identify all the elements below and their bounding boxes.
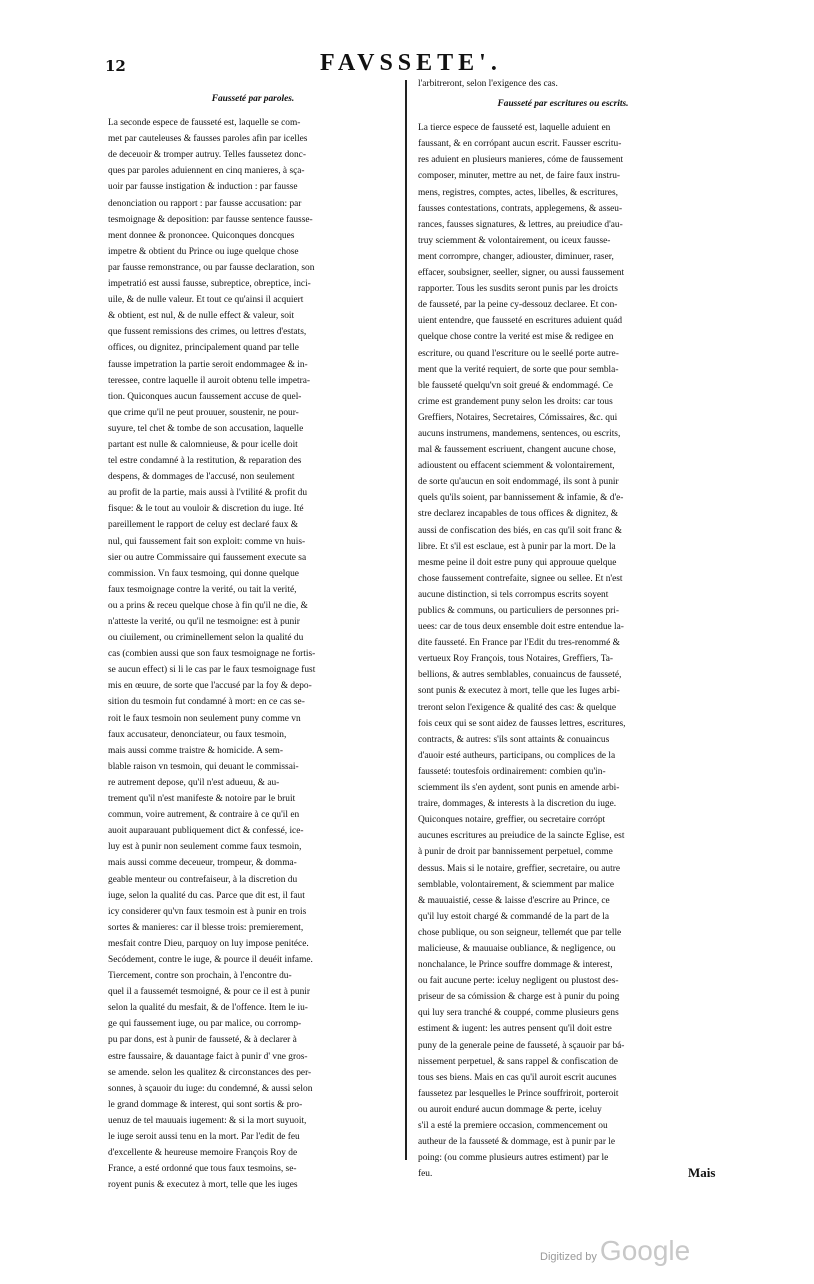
text-line: mais aussi comme deceueur, trompeur, & domma-: [108, 858, 297, 869]
text-line: s'il a esté la premiere occasion, commencement ou: [418, 1121, 608, 1131]
text-line: que crime qu'il ne peut prouuer, soustenir, ne pour-: [108, 407, 299, 418]
text-line: fisque: & le tout au vouloir & discretion du iuge. Ité: [108, 504, 304, 515]
text-line: se aucun effect) si li le cas par le faux tesmoignage fust: [108, 665, 316, 676]
text-line: impetratió est aussi fausse, subreptice, obreptice, inci-: [108, 279, 311, 290]
text-line: impetre & obtient du Prince ou iuge quelque chose: [108, 246, 299, 257]
text-line: se amende. selon les qualitez & circonstances des per-: [108, 1067, 312, 1078]
text-line: luy est à punir non seulement comme faux tesmoin,: [108, 842, 302, 853]
text-line: sition du tesmoin fut condamné à mort: en ce cas se-: [108, 697, 305, 708]
text-line: n'atteste la verité, ou qu'il ne tesmoigne: est à punir: [108, 617, 300, 627]
text-line: feu.: [418, 1169, 433, 1180]
text-line: met par cauteleuses & fausses paroles afin par icelles: [108, 134, 308, 145]
text-line: puny de la generale peine de fausseté, à sçauoir par bá-: [418, 1040, 625, 1051]
left-section-heading: Fausseté par paroles.: [211, 94, 295, 104]
text-line: & mauuaistié, cesse & laisse d'escrire au Prince, ce: [418, 895, 610, 906]
text-line: que fussent remissions des crimes, ou lettres d'estats,: [108, 327, 307, 338]
text-line: treront selon l'exigence & qualité des cas: & quelque: [418, 702, 616, 713]
text-line: sont punis & executez à mort, telle que les Iuges arbi-: [418, 686, 620, 697]
text-line: tous ses biens. Mais en cas qu'il auroit escrit aucunes: [418, 1072, 617, 1083]
text-line: sier ou autre Commissaire qui faussement execute sa: [108, 552, 307, 563]
text-line: faussetez par lesquelles le Prince souffriroit, porteroit: [418, 1088, 619, 1099]
text-line: fois ceux qui se sont aidez de fausses lettres, escritures,: [418, 718, 626, 729]
text-line: au profit de la partie, mais aussi à l'vtilité & profit du: [108, 488, 308, 499]
text-line: Tiercement, contre son prochain, à l'encontre du-: [108, 971, 292, 982]
text-line: tel estre condamné à la restitution, & reparation des: [108, 456, 302, 467]
text-line: sciemment ils s'en aydent, sont punis en amende arbi-: [418, 783, 620, 794]
text-line: royent punis & executez à mort, telle que les iuges: [108, 1180, 298, 1191]
text-line: dite fausseté. En France par l'Edit du tres-renommé &: [418, 638, 620, 649]
catchword: Mais: [688, 1165, 716, 1180]
text-line: tion. Quiconques aucun faussement accuse de quel-: [108, 391, 302, 402]
text-line: faux accusateur, denonciateur, ou faux tesmoin,: [108, 729, 287, 740]
page-number: 12: [105, 57, 126, 75]
text-line: Greffiers, Notaires, Secretaires, Cómissaires, &c. qui: [418, 412, 618, 423]
text-line: mis en œuure, de sorte que l'accusé par la foy & depo-: [108, 681, 312, 692]
text-line: rapporter. Tous les susdits seront punis par les droicts: [418, 284, 618, 295]
text-line: mal & faussement escriuent, changent aucune chose,: [418, 445, 616, 456]
text-line: ment donnee & prononcee. Quiconques doncques: [108, 230, 295, 241]
text-line: d'excellente & heureuse memoire François Roy de: [108, 1148, 298, 1159]
text-line: Quiconques notaire, greffier, ou secretaire corrópt: [418, 815, 606, 826]
text-line: vertueux Roy François, tous Notaires, Greffiers, Ta-: [418, 654, 614, 665]
text-line: re autrement depose, qu'il n'est adueuu, & au-: [108, 777, 280, 788]
text-line: fausseté: toutesfois ordinairement: combien qu'in-: [418, 766, 606, 777]
text-line: chose publique, ou son seigneur, tellemét que par telle: [418, 927, 622, 938]
text-line: teressee, contre laquelle il auroit obtenu telle impetra-: [108, 375, 310, 386]
text-line: Secódement, contre le iuge, & pource il deuéit infame.: [108, 954, 313, 965]
text-line: trement qu'il n'est manifeste & notoire par le bruit: [108, 794, 296, 805]
text-line: sortes & manieres: car il blesse trois: premierement,: [108, 922, 304, 933]
text-line: ou ciuilement, ou criminellement selon la qualité du: [108, 633, 304, 644]
left-body: [108, 115, 398, 1193]
text-line: ge qui faussement iuge, ou par malice, ou corromp-: [108, 1019, 302, 1030]
text-line: quelque chose contre la verité est mise & redigee en: [418, 332, 614, 343]
text-line: France, a esté ordonné que tous faux tesmoins, se-: [108, 1164, 297, 1175]
text-line: aucunes escritures au preiudice de la saincte Eglise, est: [418, 831, 625, 842]
text-line: truy sciemment & volontairement, ou iceux fausse-: [418, 235, 611, 246]
digitized-label: Digitized by: [540, 1251, 597, 1263]
text-line: sonnes, à sçauoir du iuge: du condemné, & aussi selon: [108, 1083, 313, 1094]
text-line: traire, dommages, & interests à la discretion du iuge.: [418, 799, 617, 810]
text-line: suyure, tel chet & tombe de son accusation, laquelle: [108, 423, 304, 434]
text-line: uenuz de tel mauuais iugement: & si la mort suyuoit,: [108, 1115, 307, 1126]
text-line: selon la qualité du mesfait, & de l'offence. Item le iu-: [108, 1003, 308, 1014]
text-line: geable menteur ou contrefaiseur, à la discretion du: [108, 874, 298, 885]
text-line: chose faussement contrefaite, signee ou sellee. Et n'est: [418, 573, 623, 584]
text-line: mesme peine il doit estre puny qui approuue quelque: [418, 557, 617, 568]
text-line: de fausseté, par la peine cy-dessouz declaree. Et con-: [418, 300, 618, 311]
text-line: ou a prins & receu quelque chose à fin qu'il ne die, &: [108, 600, 308, 611]
text-line: de deceuoir & tromper autruy. Telles faussetez donc-: [108, 150, 306, 161]
text-line: offices, ou dignitez, principalement quand par telle: [108, 343, 299, 354]
text-line: priseur de sa cómission & charge est à punir du poing: [418, 992, 620, 1003]
text-line: blable raison vn tesmoin, qui deuant le commissai-: [108, 761, 299, 772]
text-line: La tierce espece de fausseté est, laquelle aduient en: [418, 123, 611, 134]
right-column: [418, 76, 708, 1182]
text-line: faux tesmoignage contre la verité, ou tait la verité,: [108, 584, 297, 595]
text-line: ou fait aucune perte: iceluy negligent ou plustost des-: [418, 976, 619, 987]
text-line: contracts, & autres: s'ils sont attaints & conuaincus: [418, 734, 610, 745]
text-line: roit le faux tesmoin non seulement puny comme vn: [108, 713, 301, 724]
text-line: nul, qui faussement fait son exploit: comme vn huis-: [108, 536, 306, 547]
text-line: autheur de la fausseté & dommage, est à punir par le: [418, 1137, 616, 1148]
text-line: fausse impetration la partie seroit endommagee & in-: [108, 359, 308, 370]
text-line: adioustent ou effacent sciemment & volontairement,: [418, 461, 615, 472]
text-line: denonciation ou rapport : par fausse accusation: par: [108, 198, 302, 209]
text-line: estre faussaire, & dauantage faict à punir d' vne gros-: [108, 1051, 308, 1062]
text-line: mesfait contre Dieu, parquoy on luy impose penitéce.: [108, 938, 309, 949]
text-line: ble fausseté quelqu'vn soit greué & endommagé. Ce: [418, 380, 613, 391]
text-line: estiment & iugent: les autres pensent qu'il doit estre: [418, 1024, 612, 1035]
text-line: & obtient, est nul, & de nulle effect & valeur, soit: [108, 311, 295, 322]
text-line: stre declarez incapables de tous offices & dignitez, &: [418, 509, 619, 520]
text-line: qui luy sera tranché & couppé, comme plusieurs gens: [418, 1008, 619, 1019]
text-line: ou auroit enduré aucun dommage & perte, iceluy: [418, 1104, 602, 1115]
text-line: La seconde espece de fausseté est, laquelle se com-: [108, 118, 301, 129]
text-line: quels qu'ils soient, par bannissement & infamie, & d'e-: [418, 493, 624, 504]
text-line: nissement perpetuel, & sans rappel & confiscation de: [418, 1056, 618, 1067]
text-line: commission. Vn faux tesmoing, qui donne quelque: [108, 568, 299, 579]
text-line: ment que la verité requiert, de sorte que pour sembla-: [418, 364, 619, 375]
text-line: ques par paroles aduiennent en cinq manieres, à sça-: [108, 166, 305, 177]
text-line: semblable, volontairement, & sciemment par malice: [418, 879, 615, 890]
text-line: faussant, & en corrópant aucun escrit. Fausser escritu-: [418, 139, 622, 150]
column-rule: [405, 80, 407, 1160]
text-line: poing: (ou comme plusieurs autres estiment) par le: [418, 1153, 609, 1164]
text-line: despens, & dommages de l'accusé, non seulement: [108, 472, 295, 483]
text-line: d'auoir esté autheurs, participans, ou complices de la: [418, 750, 616, 761]
text-line: mens, registres, comptes, actes, libelles, & escritures,: [418, 187, 618, 198]
right-body: [418, 120, 708, 1182]
text-line: de sorte qu'aucun en soit endommagé, ils sont à punir: [418, 477, 619, 488]
text-line: crime est grandement puny selon les droits: car tous: [418, 396, 613, 407]
text-line: quel il a faussemét tesmoigné, & pour ce il est à punir: [108, 987, 311, 998]
text-line: aucuns instrumens, mandemens, sentences, ou escrits,: [418, 428, 621, 439]
text-line: dessus. Mais si le notaire, greffier, secretaire, ou autre: [418, 863, 620, 874]
text-line: par fausse remonstrance, ou par fausse declaration, son: [108, 262, 315, 273]
text-line: le grand dommage & interest, qui sont sortis & pro-: [108, 1099, 303, 1110]
text-line: fausses contestations, contrats, applegemens, & asseu-: [418, 203, 623, 214]
digitized-by: [540, 1235, 690, 1267]
text-line: escriture, ou quand l'escriture ou le seellé porte autre-: [418, 348, 619, 359]
text-line: uees: car de tous deux ensemble doit estre entendue la-: [418, 622, 624, 633]
text-line: pu par dons, est à punir de fausseté, & à declarer à: [108, 1035, 297, 1046]
text-line: aucune distinction, si tels corrompus escrits soyent: [418, 589, 609, 600]
text-line: tesmoignage & deposition: par fausse sentence fausse-: [108, 214, 313, 225]
right-first-line: l'arbitreront, selon l'exigence des cas.: [418, 79, 558, 89]
text-line: qu'il luy estoit chargé & commandé de la part de la: [418, 911, 610, 922]
text-line: rances, fausses signatures, & lettres, au preiudice d'au-: [418, 219, 623, 230]
text-line: à punir de droit par bannissement perpetuel, comme: [418, 847, 613, 858]
text-line: icy considerer qu'vn faux tesmoin est à punir en trois: [108, 906, 307, 917]
text-line: libre. Et s'il est esclaue, est à punir par la mort. De la: [418, 541, 616, 552]
running-head: FAVSSETE'.: [320, 50, 502, 76]
google-wordmark: Google: [599, 1235, 691, 1266]
text-line: uoir par fausse instigation & induction : par fausse: [108, 182, 298, 193]
text-line: bellions, & autres semblables, conuaincus de fausseté,: [418, 670, 622, 681]
text-line: partant est nulle & calomnieuse, & pour icelle doit: [108, 439, 298, 450]
text-line: mais aussi comme traistre & homicide. A sem-: [108, 745, 283, 756]
text-line: nonchalance, le Prince souffre dommage & interest,: [418, 960, 613, 971]
text-line: commun, voire autrement, & contraire à ce qu'il en: [108, 810, 300, 821]
text-line: uile, & de nulle valeur. Et tout ce qu'ainsi il acquiert: [108, 295, 304, 306]
text-line: uient entendre, que fausseté en escritures aduient quád: [418, 316, 623, 327]
right-section-heading: Fausseté par escritures ou escrits.: [497, 99, 629, 110]
text-line: publics & communs, ou particuliers de personnes pri-: [418, 606, 619, 616]
text-line: le iuge seroit aussi tenu en la mort. Par l'edit de feu: [108, 1132, 300, 1142]
text-line: pareillement le rapport de celuy est declaré faux &: [108, 520, 299, 531]
text-line: iuge, selon la qualité du cas. Parce que dit est, il faut: [108, 890, 305, 901]
text-line: auoit auparauant publiquement dict & confessé, ice-: [108, 826, 304, 837]
text-line: res aduient en plusieurs manieres, cóme de faussement: [418, 155, 624, 166]
text-line: aussi de confiscation des biés, en cas qu'il soit franc &: [418, 525, 622, 536]
text-line: cas (combien aussi que son faux tesmoignage ne fortis-: [108, 649, 316, 660]
text-line: composer, minuter, mettre au net, de faire faux instru-: [418, 171, 621, 182]
text-line: malicieuse, & mauuaise oubliance, & negligence, ou: [418, 943, 616, 954]
text-line: effacer, soubsigner, seeller, signer, ou aussi faussement: [418, 268, 625, 279]
text-line: ment corrompre, changer, adiouster, diminuer, raser,: [418, 251, 614, 262]
left-column: [108, 87, 398, 1193]
